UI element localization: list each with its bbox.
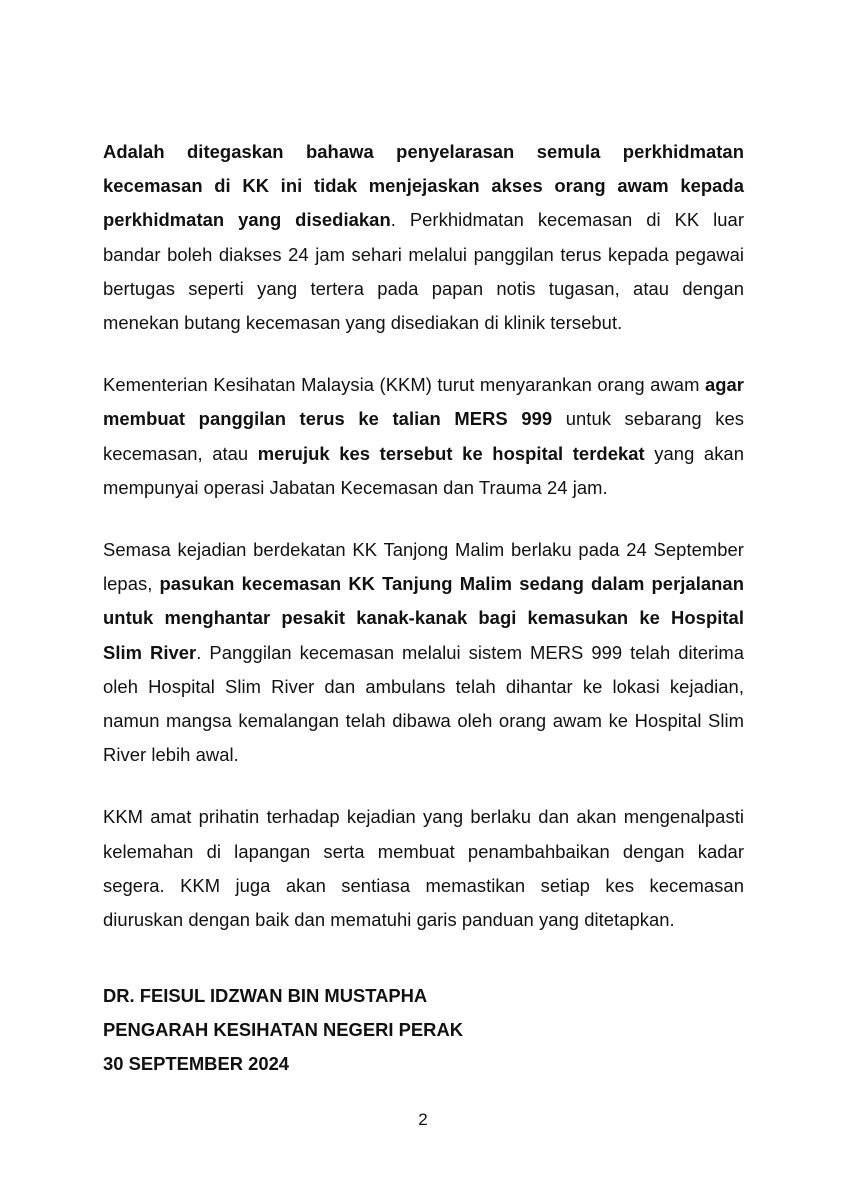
paragraph-3-text-2: . Panggilan kecemasan melalui sistem MERS 999 telah diterima oleh Hospital Slim River dan ambulans telah dihantar ke lokasi kejadian, namun mangsa kemalangan telah dibawa oleh orang awam ke Hospital Slim River lebih awal. xyxy=(103,641,745,766)
paragraph-2-bold-1: agar membuat panggilan terus ke talian MERS 999 xyxy=(103,374,744,430)
paragraph-2-bold-2: merujuk kes tersebut ke hospital terdekat xyxy=(257,442,645,464)
page-number xyxy=(0,1109,848,1131)
paragraph-4-text-1: KKM amat prihatin terhadap kejadian yang berlaku dan akan mengenalpasti kelemahan di lapangan serta membuat penambahbaikan dengan kadar segera. KKM juga akan sentiasa memastikan setiap kes kecemasan diuruskan dengan baik dan mematuhi garis panduan yang ditetapkan. xyxy=(103,806,744,931)
paragraph-1 xyxy=(103,135,744,340)
page-number-text: 2 xyxy=(418,1110,428,1129)
signature-block xyxy=(103,979,744,1081)
document-body xyxy=(103,135,744,1081)
paragraph-3-text-1: Semasa kejadian berdekatan KK Tanjong Malim berlaku pada 24 September lepas, xyxy=(103,539,744,595)
paragraph-4 xyxy=(103,800,744,937)
signatory-title: PENGARAH KESIHATAN NEGERI PERAK xyxy=(103,1019,464,1041)
paragraph-1-bold-1: Adalah ditegaskan bahawa penyelarasan semula perkhidmatan kecemasan di KK ini tidak menjejaskan akses orang awam kepada perkhidmatan yang disediakan xyxy=(103,141,744,231)
paragraph-1-text-1: . Perkhidmatan kecemasan di KK luar bandar boleh diakses 24 jam sehari melalui panggilan terus kepada pegawai bertugas seperti yang tertera pada papan notis tugasan, atau dengan menekan butang kecemasan yang disediakan di klinik tersebut. xyxy=(103,209,744,334)
paragraph-3-bold-1: pasukan kecemasan KK Tanjung Malim sedang dalam perjalanan untuk menghantar pesakit kanak-kanak bagi kemasukan ke Hospital Slim River xyxy=(103,573,744,663)
signatory-name: DR. FEISUL IDZWAN BIN MUSTAPHA xyxy=(103,985,428,1007)
paragraph-2 xyxy=(103,368,744,505)
paragraph-2-text-2: untuk sebarang kes kecemasan, atau xyxy=(103,408,744,464)
document-date: 30 SEPTEMBER 2024 xyxy=(103,1053,290,1075)
paragraph-3 xyxy=(103,533,744,772)
paragraph-2-text-1: Kementerian Kesihatan Malaysia (KKM) turut menyarankan orang awam xyxy=(103,374,705,396)
paragraph-2-text-3: yang akan mempunyai operasi Jabatan Kecemasan dan Trauma 24 jam. xyxy=(103,442,744,498)
